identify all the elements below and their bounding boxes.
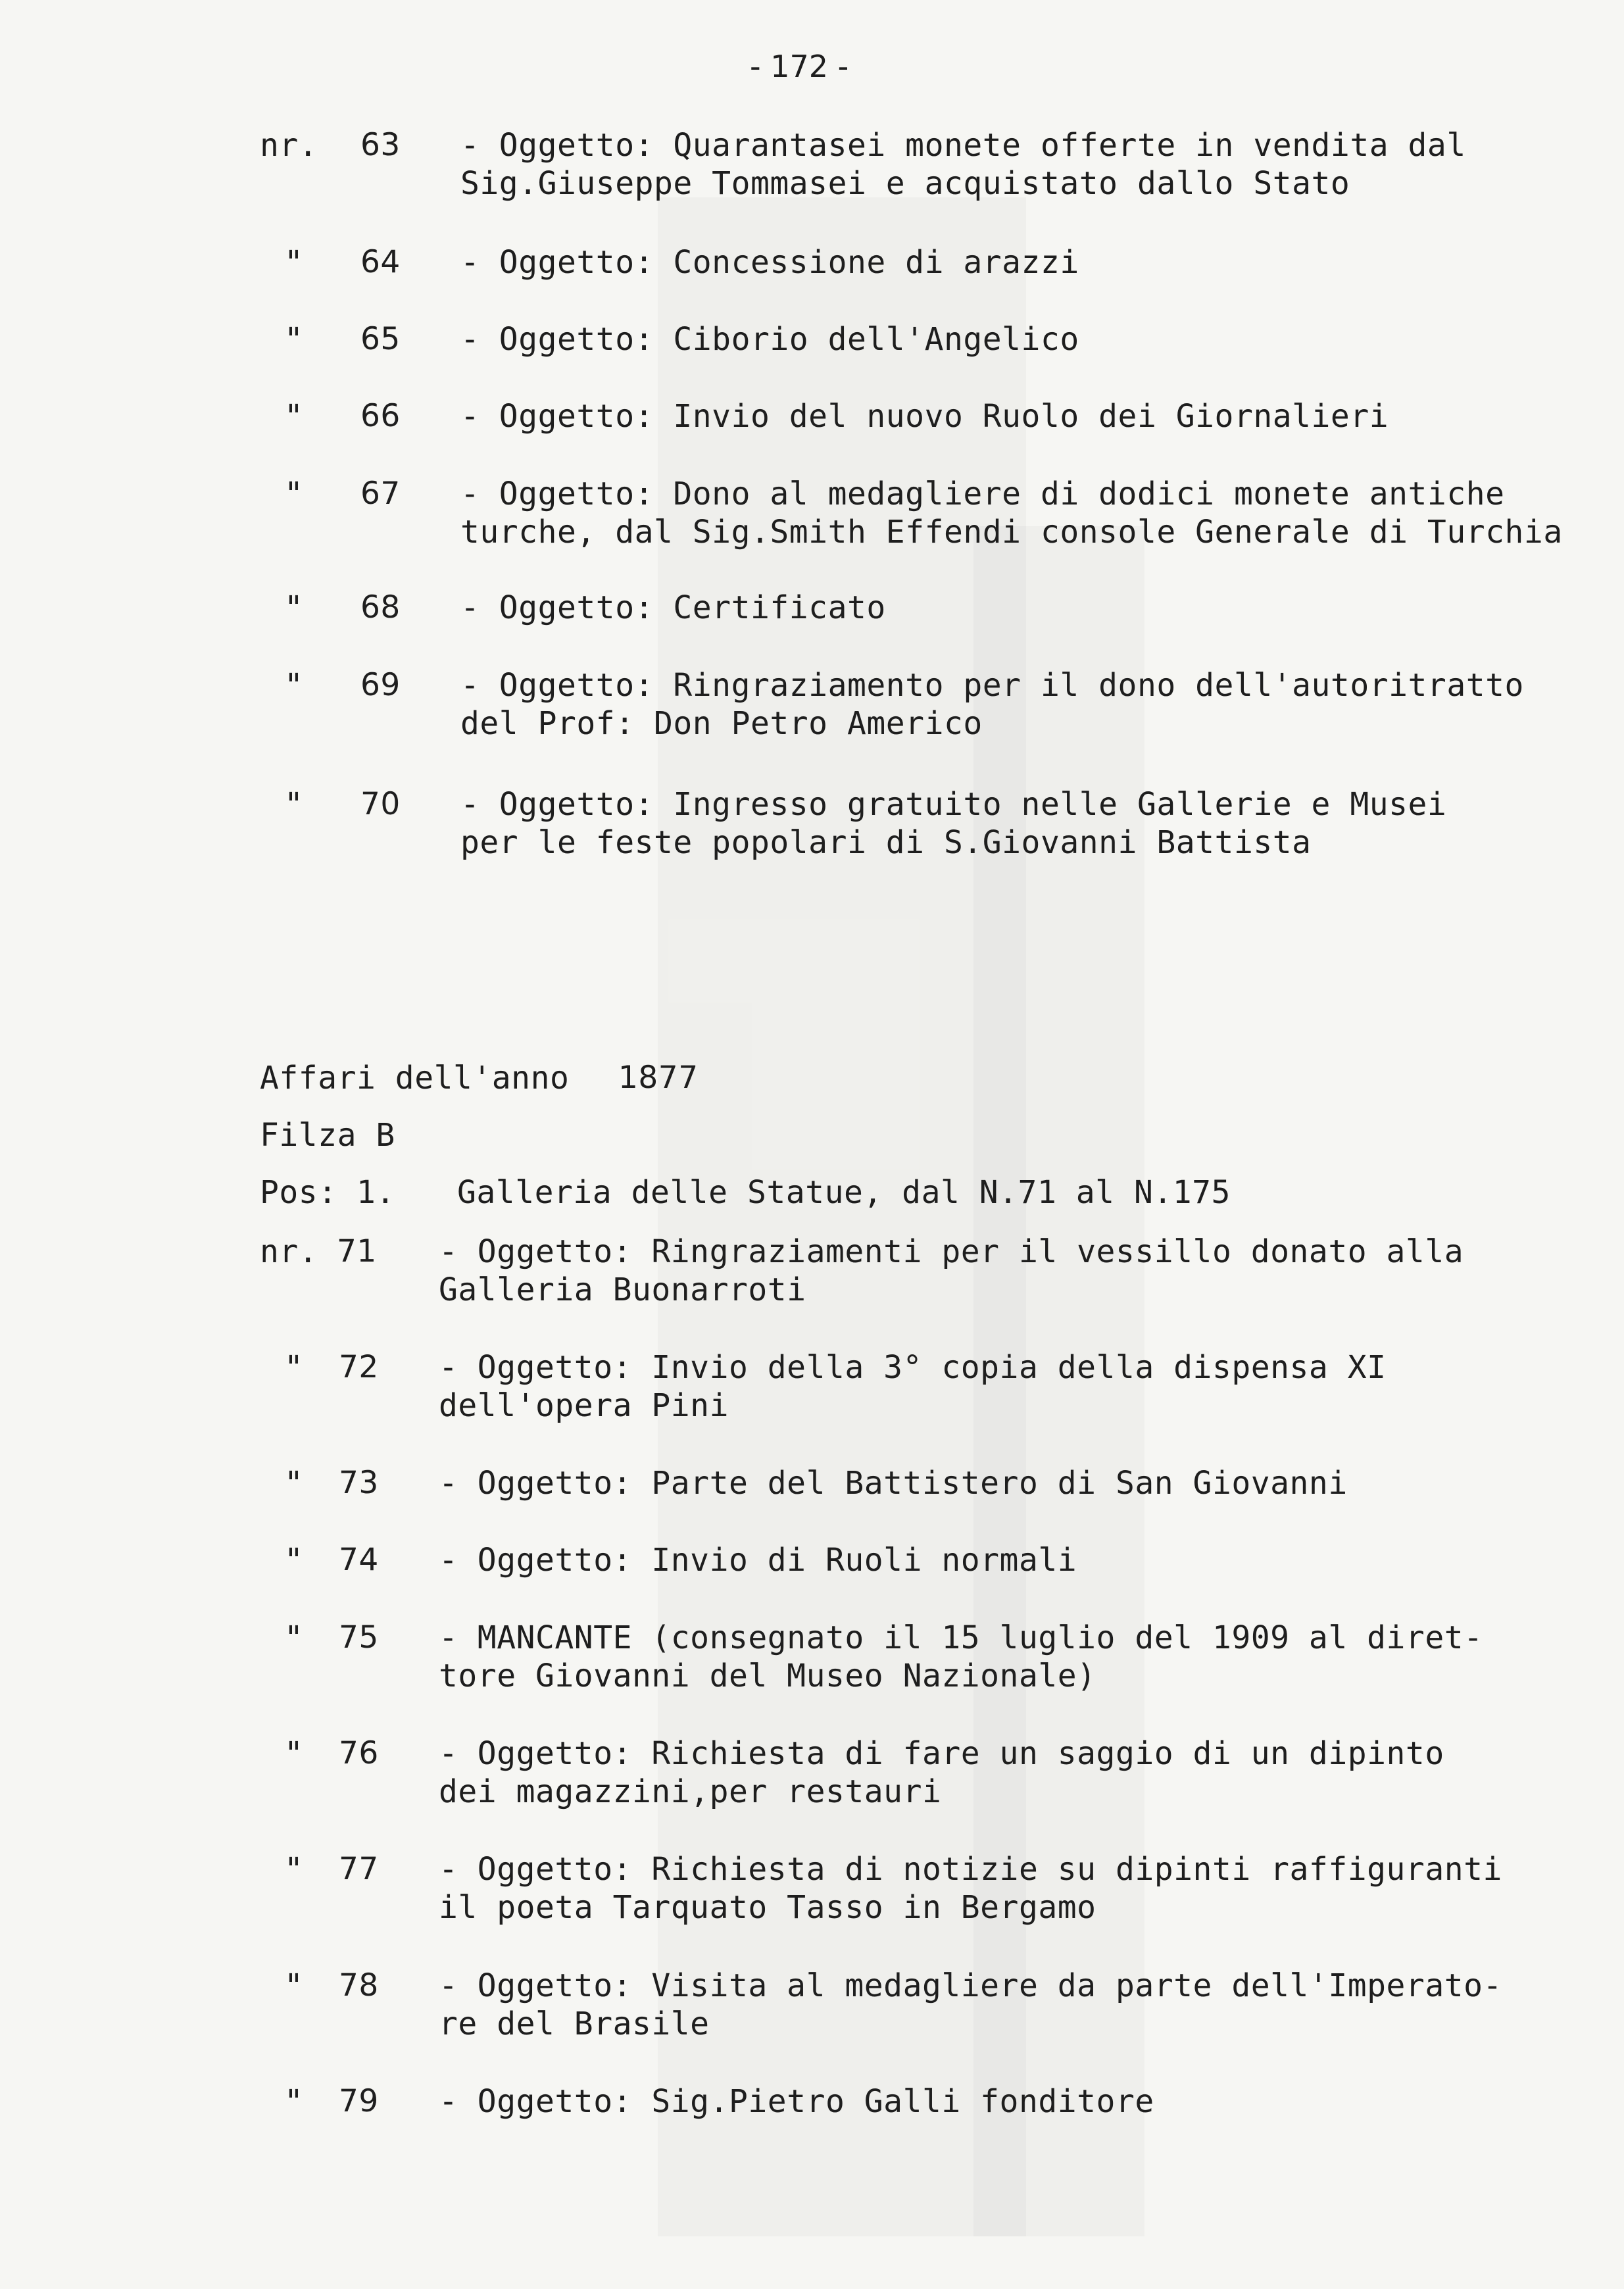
- entry-prefix: ": [284, 1542, 304, 1579]
- entry-text: Galleria Buonarroti: [439, 1271, 806, 1308]
- entry-number: 65: [360, 321, 401, 357]
- affari-year: 1877: [618, 1060, 699, 1096]
- entry-number: 69: [360, 667, 401, 703]
- entry-text: - Oggetto: Invio di Ruoli normali: [439, 1542, 1077, 1579]
- entry-number: 67: [360, 476, 401, 512]
- entry-prefix: ": [284, 1967, 304, 2004]
- entry-prefix: ": [284, 2083, 304, 2120]
- entry-text: - Oggetto: Invio della 3° copia della dispensa XI: [439, 1349, 1387, 1386]
- entry-number: 70: [360, 786, 401, 822]
- entry-text: il poeta Tarquato Tasso in Bergamo: [439, 1889, 1096, 1926]
- entry-number: 68: [360, 589, 401, 626]
- entry-text: - Oggetto: Ingresso gratuito nelle Gallerie e Musei: [460, 786, 1447, 823]
- entry-text: tore Giovanni del Museo Nazionale): [439, 1658, 1096, 1694]
- entry-text: - MANCANTE (consegnato il 15 luglio del 1909 al diret-: [439, 1619, 1483, 1656]
- entry-prefix: ": [284, 1349, 304, 1386]
- entry-text: - Oggetto: Ciborio dell'Angelico: [460, 321, 1079, 358]
- entry-text: - Oggetto: Parte del Battistero di San Giovanni: [439, 1465, 1348, 1502]
- entry-prefix: ": [284, 398, 304, 435]
- entry-number: 64: [360, 244, 401, 280]
- entry-text: Sig.Giuseppe Tommasei e acquistato dallo Stato: [460, 165, 1350, 202]
- entry-text: del Prof: Don Petro Americo: [460, 705, 983, 742]
- page-number: - 172 -: [750, 49, 849, 84]
- entry-text: dei magazzini,per restauri: [439, 1773, 942, 1810]
- entry-prefix: ": [284, 1465, 304, 1502]
- entry-text: - Oggetto: Richiesta di fare un saggio di un dipinto: [439, 1735, 1444, 1772]
- entry-number: 72: [339, 1349, 379, 1385]
- entry-prefix: ": [284, 476, 304, 512]
- entry-prefix: ": [284, 1619, 304, 1656]
- entry-number: 74: [339, 1542, 379, 1578]
- entry-prefix: nr.: [260, 127, 318, 164]
- entry-number: 71: [337, 1233, 377, 1269]
- entry-text: dell'opera Pini: [439, 1387, 729, 1424]
- pos-label: Pos: 1.: [260, 1174, 395, 1211]
- entry-number: 77: [339, 1851, 379, 1887]
- entry-prefix: ": [284, 244, 304, 281]
- entry-text: per le feste popolari di S.Giovanni Battista: [460, 824, 1312, 861]
- entry-text: - Oggetto: Visita al medagliere da parte dell'Imperato-: [439, 1967, 1502, 2004]
- pos-text: Galleria delle Statue, dal N.71 al N.175: [457, 1174, 1231, 1211]
- entry-text: - Oggetto: Concessione di arazzi: [460, 244, 1079, 281]
- entry-prefix: ": [284, 321, 304, 358]
- entry-text: re del Brasile: [439, 2006, 710, 2042]
- entry-text: - Oggetto: Quarantasei monete offerte in vendita dal: [460, 127, 1466, 164]
- entry-number: 63: [360, 127, 401, 163]
- entry-prefix: ": [284, 1735, 304, 1772]
- entry-prefix: ": [284, 589, 304, 626]
- entry-text: - Oggetto: Certificato: [460, 589, 886, 626]
- entry-number: 75: [339, 1619, 379, 1656]
- entry-text: - Oggetto: Ringraziamenti per il vessillo donato alla: [439, 1233, 1464, 1270]
- entry-text: - Oggetto: Richiesta di notizie su dipinti raffiguranti: [439, 1851, 1502, 1888]
- entry-text: - Oggetto: Ringraziamento per il dono dell'autoritratto: [460, 667, 1524, 704]
- entry-text: - Oggetto: Sig.Pietro Galli fonditore: [439, 2083, 1154, 2120]
- entry-prefix: nr.: [260, 1233, 318, 1270]
- entry-number: 76: [339, 1735, 379, 1771]
- filza-label: Filza B: [260, 1117, 395, 1154]
- entry-text: - Oggetto: Invio del nuovo Ruolo dei Giornalieri: [460, 398, 1389, 435]
- entry-number: 79: [339, 2083, 379, 2119]
- entry-text: - Oggetto: Dono al medagliere di dodici monete antiche: [460, 476, 1505, 512]
- entry-number: 78: [339, 1967, 379, 2004]
- entry-prefix: ": [284, 786, 304, 823]
- entry-prefix: ": [284, 1851, 304, 1888]
- entry-prefix: ": [284, 667, 304, 704]
- entry-text: turche, dal Sig.Smith Effendi console Generale di Turchia: [460, 514, 1563, 551]
- entry-number: 73: [339, 1465, 379, 1501]
- affari-label: Affari dell'anno: [260, 1060, 570, 1096]
- entry-number: 66: [360, 398, 401, 434]
